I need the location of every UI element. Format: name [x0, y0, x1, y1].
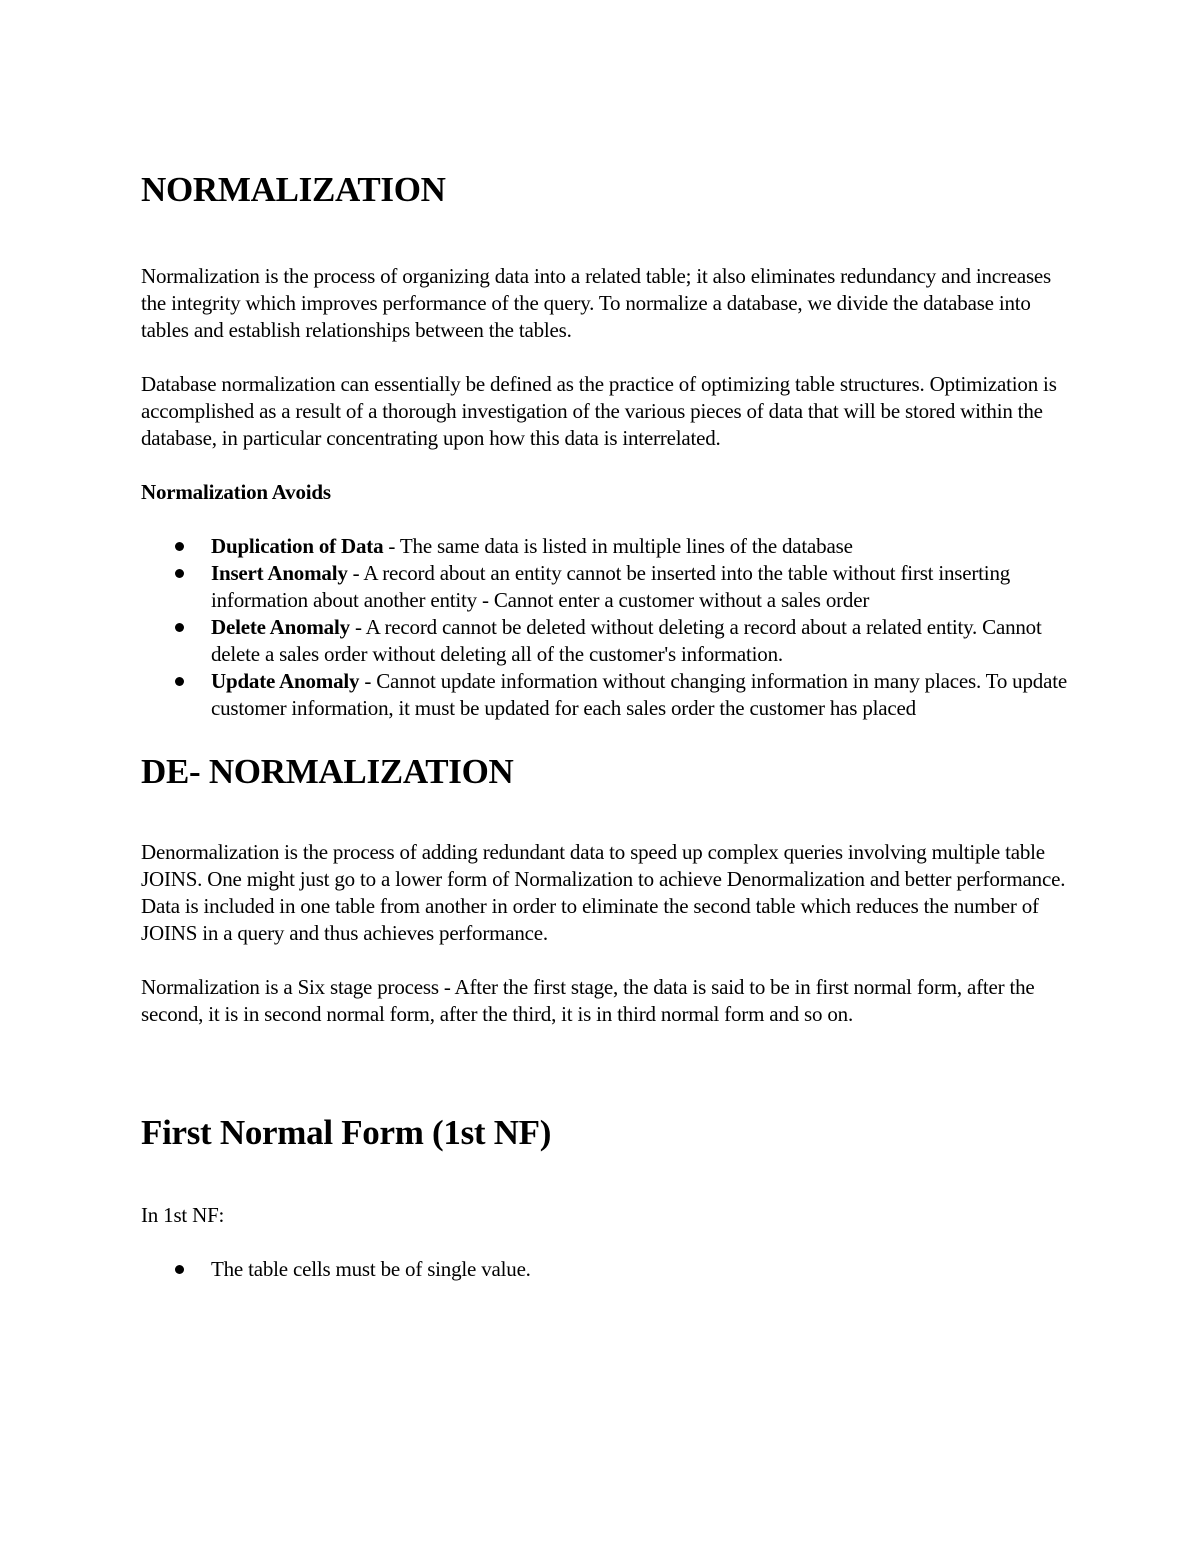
document-content [141, 168, 1071, 1283]
avoid-description: - A record cannot be deleted without deleting a record about a related entity. Cannot delete a sales order without deleting all of the customer's information. [211, 615, 1042, 666]
bullet-icon [175, 677, 184, 686]
list-item [141, 533, 1071, 560]
denormalization-paragraph-1: Denormalization is the process of adding redundant data to speed up complex queries involving multiple table JOINS. One might just go to a lower form of Normalization to achieve Denormalization and better performance. Data is included in one table from another in order to eliminate the second table which reduces the number of JOINS in a query and thus achieves performance. [141, 840, 1066, 945]
list-item [141, 668, 1071, 722]
bullet-icon [175, 569, 184, 578]
bullet-icon [175, 623, 184, 632]
first-normal-form-rule: The table cells must be of single value. [211, 1257, 531, 1281]
avoid-description: - The same data is listed in multiple lines of the database [383, 534, 853, 558]
heading-denormalization: DE- NORMALIZATION [141, 752, 514, 791]
avoid-description: - A record about an entity cannot be inserted into the table without first inserting information about another entity - Cannot enter a customer without a sales order [211, 561, 1011, 612]
denormalization-paragraph-2: Normalization is a Six stage process - After the first stage, the data is said to be in first normal form, after the second, it is in second normal form, after the third, it is in third normal form and so on. [141, 975, 1035, 1026]
list-item [141, 1256, 1071, 1283]
heading-first-normal-form: First Normal Form (1st NF) [141, 1113, 552, 1152]
normalization-paragraph-1: Normalization is the process of organizing data into a related table; it also eliminates redundancy and increases the integrity which improves performance of the query. To normalize a database, we divide the database into tables and establish relationships between the tables. [141, 264, 1052, 342]
avoid-term: Update Anomaly [211, 669, 360, 693]
first-normal-form-list [141, 1256, 1071, 1283]
bullet-icon [175, 1265, 184, 1274]
avoid-term: Duplication of Data [211, 534, 384, 558]
normalization-avoids-heading: Normalization Avoids [141, 480, 331, 504]
bullet-icon [175, 542, 184, 551]
list-item [141, 614, 1071, 668]
avoid-description: - Cannot update information without changing information in many places. To update customer information, it must be updated for each sales order the customer has placed [211, 669, 1067, 720]
first-normal-form-intro: In 1st NF: [141, 1203, 225, 1227]
avoid-term: Insert Anomaly [211, 561, 348, 585]
normalization-avoids-list [141, 533, 1071, 722]
list-item [141, 560, 1071, 614]
normalization-paragraph-2: Database normalization can essentially be defined as the practice of optimizing table structures. Optimization is accomplished as a result of a thorough investigation of the various pieces of data that will be stored within the database, in particular concentrating upon how this data is interrelated. [141, 372, 1057, 450]
heading-normalization: NORMALIZATION [141, 170, 446, 209]
avoid-term: Delete Anomaly [211, 615, 350, 639]
